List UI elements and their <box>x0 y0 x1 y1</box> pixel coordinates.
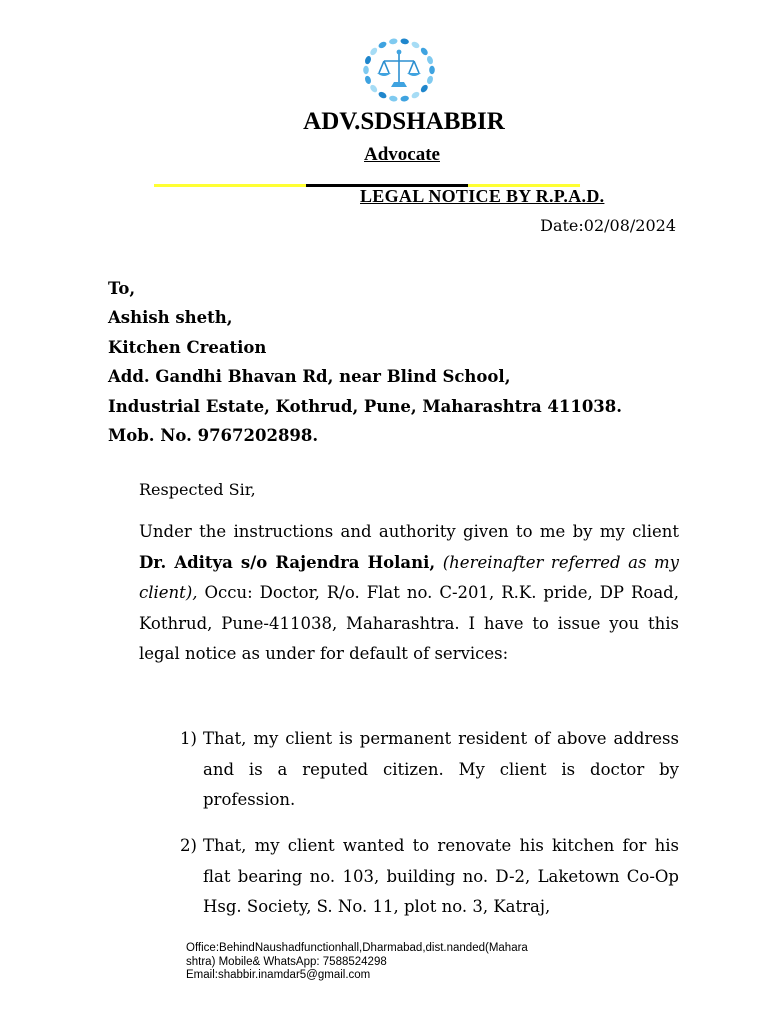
recipient-mobile: Mob. No. 9767202898. <box>108 426 319 446</box>
intro-text-2: Occu: Doctor, R/o. Flat no. C-201, R.K. pride, DP Road, Kothrud, Pune-411038, Maharashtra. I have to issue you this legal notice as under for default of services: <box>139 583 679 663</box>
recipient-address-line-2: Industrial Estate, Kothrud, Pune, Maharashtra 411038. <box>108 396 623 416</box>
recipient-address-block <box>108 274 622 450</box>
to-label: To, <box>108 279 136 298</box>
list-item <box>180 831 679 923</box>
scales-of-justice-logo-icon <box>360 38 438 102</box>
intro-text-1: Under the instructions and authority given to me by my client <box>139 522 679 541</box>
list-item <box>180 724 679 816</box>
intro-italic-text: (hereinafter referred as my client), <box>139 552 679 602</box>
recipient-address-line-1: Add. Gandhi Bhavan Rd, near Blind School, <box>108 367 511 387</box>
client-name: Dr. Aditya s/o Rajendra Holani, <box>139 552 436 572</box>
header-rule-left <box>154 184 306 187</box>
notice-date: Date:02/08/2024 <box>540 216 676 235</box>
advocate-subtitle: Advocate <box>364 144 440 165</box>
list-item-text: That, my client is permanent resident of above address and is a reputed citizen. My client is doctor by profession. <box>203 729 679 809</box>
footer-email-line: Email:shabbir.inamdar5@gmail.com <box>186 969 371 981</box>
recipient-name: Ashish sheth, <box>108 308 233 328</box>
recipient-company: Kitchen Creation <box>108 337 267 357</box>
footer-contact <box>186 942 596 983</box>
notice-title: LEGAL NOTICE BY R.P.A.D. <box>360 186 605 206</box>
list-item-number: 2) <box>180 836 197 855</box>
salutation: Respected Sir, <box>139 480 256 499</box>
list-item-number: 1) <box>180 729 197 748</box>
footer-office-line: Office:BehindNaushadfunctionhall,Dharmabad,dist.nanded(Mahara <box>186 942 528 954</box>
footer-phone-line: shtra) Mobile& WhatsApp: 7588524298 <box>186 955 387 968</box>
advocate-name: ADV.SDSHABBIR <box>303 108 505 135</box>
intro-paragraph <box>139 517 679 670</box>
list-item-text: That, my client wanted to renovate his kitchen for his flat bearing no. 103, building no. D-2, Laketown Co-Op Hsg. Society, S. No. 11, plot no. 3, Katraj, <box>203 836 679 916</box>
